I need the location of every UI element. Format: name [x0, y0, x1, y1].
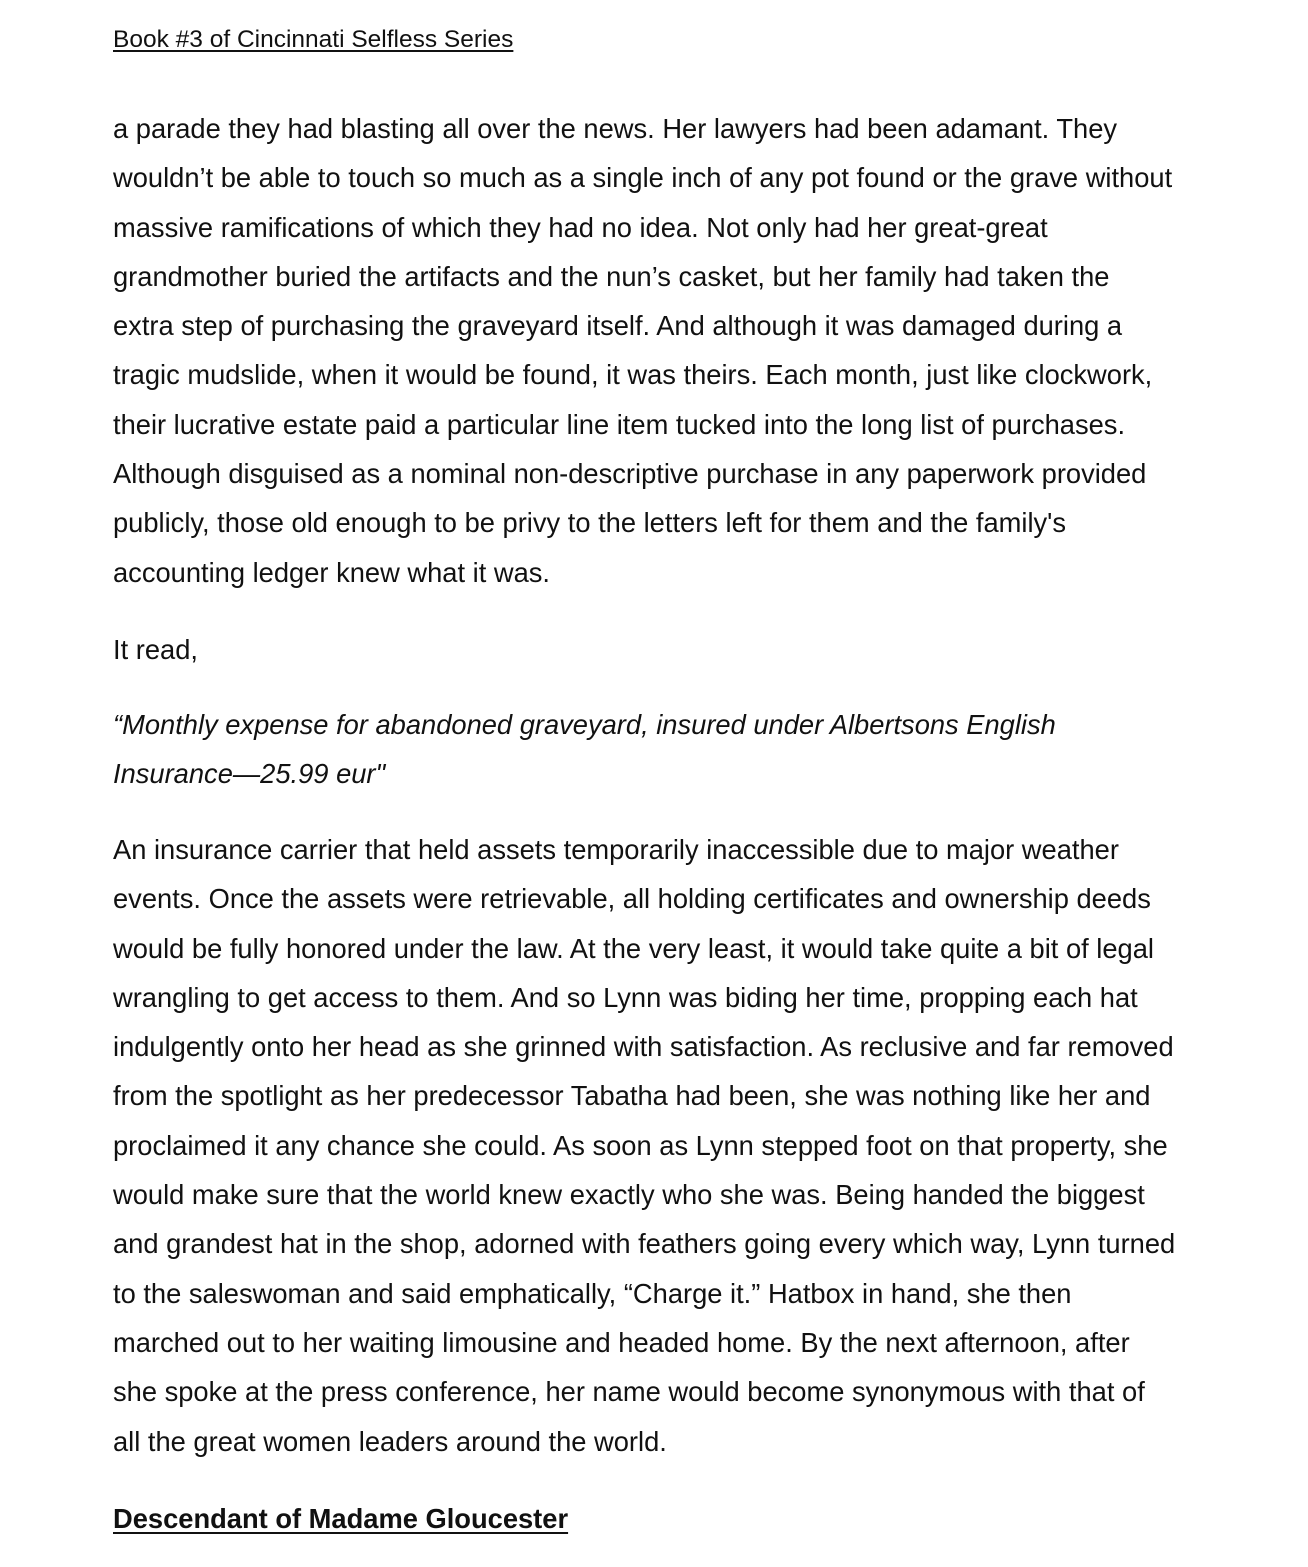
paragraph-it-read	[113, 625, 198, 674]
text-line: Insurance—25.99 eur"	[113, 758, 386, 790]
text-line: tragic mudslide, when it would be found, it was theirs. Each month, just like clockwork,	[113, 359, 1153, 391]
text-line: events. Once the assets were retrievable, all holding certificates and ownership deeds	[113, 883, 1151, 915]
text-line: would make sure that the world knew exactly who she was. Being handed the biggest	[113, 1179, 1145, 1211]
section-heading: Descendant of Madame Gloucester	[113, 1503, 569, 1534]
text-line: Although disguised as a nominal non-descriptive purchase in any paperwork provided	[113, 458, 1147, 490]
text-line: “Monthly expense for abandoned graveyard, insured under Albertsons English	[113, 709, 1056, 740]
text-line: wrangling to get access to them. And so Lynn was biding her time, propping each hat	[113, 981, 1138, 1013]
running-header: Book #3 of Cincinnati Selfless Series	[113, 26, 514, 53]
text-line: proclaimed it any chance she could. As soon as Lynn stepped foot on that property, she	[113, 1129, 1168, 1161]
paragraph-insurance-carrier	[113, 825, 1175, 1466]
text-line: their lucrative estate paid a particular line item tucked into the long list of purchases.	[113, 408, 1126, 440]
text-line: grandmother buried the artifacts and the nun’s casket, but her family had taken the	[113, 260, 1110, 292]
text-line: to the saleswoman and said emphatically, “Charge it.” Hatbox in hand, she then	[113, 1277, 1072, 1309]
text-line: publicly, those old enough to be privy to the letters left for them and the family's	[113, 507, 1067, 539]
text-line: would be fully honored under the law. At the very least, it would take quite a bit of legal	[113, 932, 1154, 964]
ledger-quote	[113, 700, 1056, 799]
text-line: all the great women leaders around the world.	[113, 1425, 667, 1457]
text-line: wouldn’t be able to touch so much as a single inch of any pot found or the grave without	[113, 162, 1173, 194]
text-line: a parade they had blasting all over the news. Her lawyers had been adamant. They	[113, 113, 1118, 144]
text-line: she spoke at the press conference, her name would become synonymous with that of	[113, 1376, 1145, 1408]
text-line: massive ramifications of which they had no idea. Not only had her great-great	[113, 211, 1048, 243]
text-line: An insurance carrier that held assets temporarily inaccessible due to major weather	[113, 834, 1119, 865]
text-line: extra step of purchasing the graveyard itself. And although it was damaged during a	[113, 310, 1123, 342]
text-line: from the spotlight as her predecessor Tabatha had been, she was nothing like her and	[113, 1080, 1151, 1112]
text-line: marched out to her waiting limousine and headed home. By the next afternoon, after	[113, 1326, 1130, 1358]
text-line: accounting ledger knew what it was.	[113, 556, 550, 588]
text-line: and grandest hat in the shop, adorned with feathers going every which way, Lynn turned	[113, 1228, 1176, 1260]
paragraph-lawyers	[113, 104, 1172, 597]
text-line: indulgently onto her head as she grinned with satisfaction. As reclusive and far removed	[113, 1031, 1174, 1063]
text-line: It read,	[113, 634, 198, 665]
